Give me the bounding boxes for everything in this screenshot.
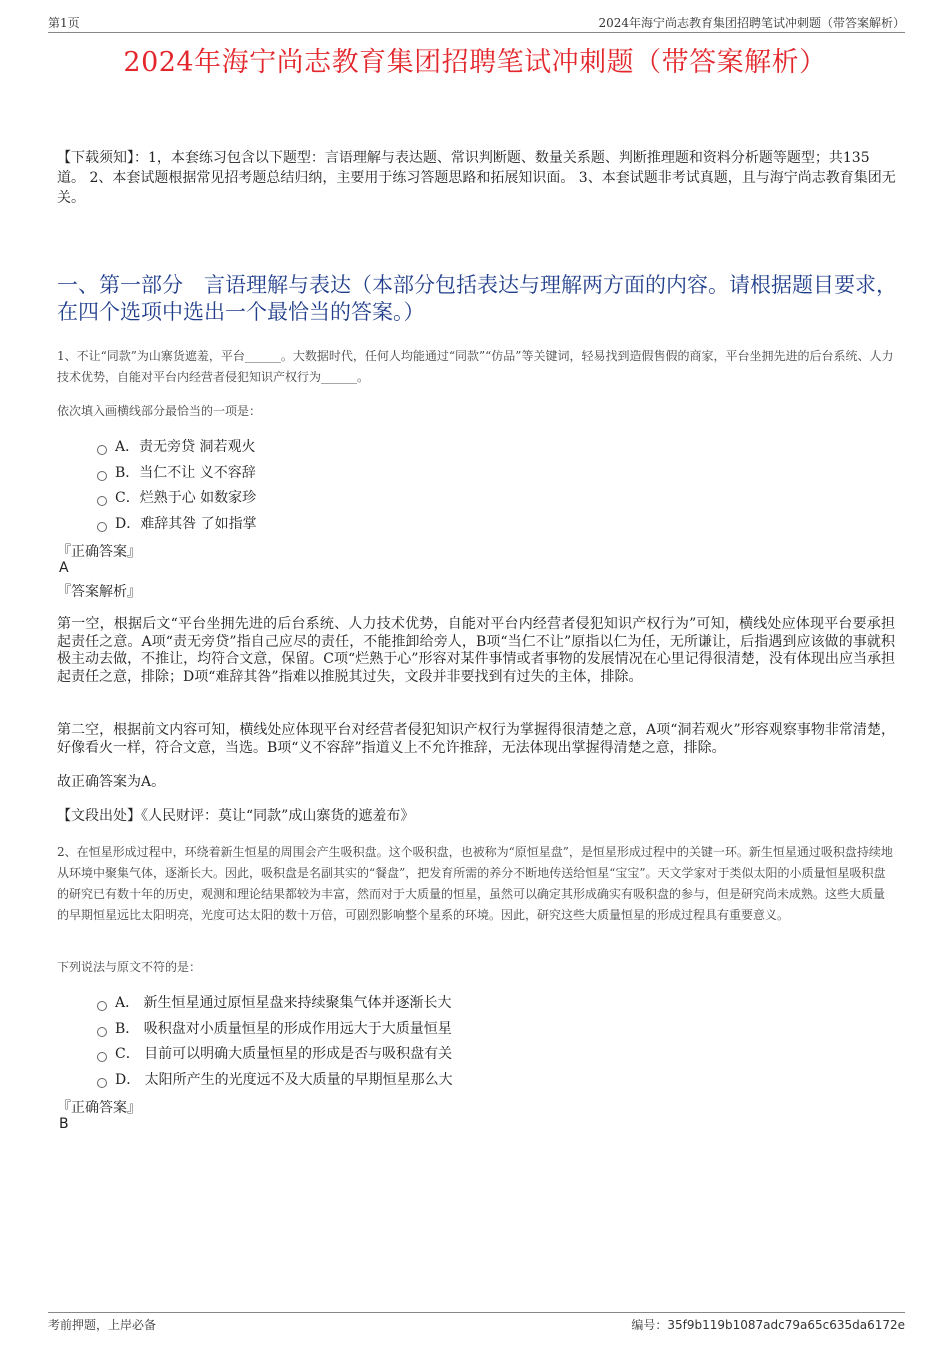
radio-button-icon[interactable] [97, 471, 107, 481]
option-text: A．责无旁贷 洞若观火 [115, 439, 256, 455]
footer-code-block [631, 1316, 905, 1333]
radio-button-icon[interactable] [97, 496, 107, 506]
download-notice: 【下载须知】：1，本套练习包含以下题型：言语理解与表达题、常识判断题、数量关系题、判断推理题和资料分析题等题型；共135道。 2、本套试题根据常见招考题总结归纳，主要用于练习答题思路和拓展知识面。 3、本套试题非考试真题，且与海宁尚志教育集团无关。 [57, 150, 896, 206]
header-doc-title: 2024年海宁尚志教育集团招聘笔试冲刺题（带答案解析） [598, 16, 905, 30]
question-2-answer-label: 『正确答案』 [57, 1100, 141, 1116]
question-1-source: 【文段出处】《人民财评：莫让“同款”成山寨货的遮羞布》 [57, 808, 415, 824]
radio-button-icon[interactable] [97, 1078, 107, 1088]
section-heading: 一、第一部分 言语理解与表达（本部分包括表达与理解两方面的内容。请根据题目要求，在四个选项中选出一个最恰当的答案。） [57, 273, 897, 324]
radio-button-icon[interactable] [97, 1052, 107, 1062]
question-1-stem: 1、不让“同款”为山寨货遮羞，平台______。大数据时代，任何人均能通过“同款”“仿品”等关键词，轻易找到造假售假的商家，平台坐拥先进的后台系统、人力技术优势，自能对平台内经营者侵犯知识产权行为______。 [57, 349, 894, 384]
question-1-analysis-para-1: 第一空，根据后文“平台坐拥先进的后台系统、人力技术优势，自能对平台内经营者侵犯知识产权行为”可知，横线处应体现平台要承担起责任之意。A项“责无旁贷”指自己应尽的责任，不能推卸给旁人，B项“当仁不让”原指以仁为任，无所谦让，后指遇到应该做的事就积极主动去做，不推让，均符合文意，保留。C项“烂熟于心”形容对某件事情或者事物的发展情况在心里记得很清楚，没有体现出应当承担起责任之意，排除；D项“难辞其咎”指难以推脱其过失，文段并非要找到有过失的主体，排除。 [57, 616, 895, 685]
radio-button-icon[interactable] [97, 522, 107, 532]
document-title: 2024年海宁尚志教育集团招聘笔试冲刺题（带答案解析） [123, 47, 827, 78]
radio-button-icon[interactable] [97, 1027, 107, 1037]
question-1-conclusion: 故正确答案为A。 [57, 774, 166, 790]
question-1-analysis-para-2: 第二空，根据前文内容可知，横线处应体现平台对经营者侵犯知识产权行为掌握得很清楚之意，A项“洞若观火”形容观察事物非常清楚，好像看火一样，符合文意，当选。B项“义不容辞”指道义上不允许推辞，无法体现出掌握得清楚之意，排除。 [57, 722, 895, 756]
question-1-prompt: 依次填入画横线部分最恰当的一项是： [57, 404, 262, 418]
radio-button-icon[interactable] [97, 445, 107, 455]
question-2-prompt: 下列说法与原文不符的是： [57, 960, 202, 974]
option-text: D． 太阳所产生的光度远不及大质量的早期恒星那么大 [115, 1071, 453, 1088]
question-2-answer: B [59, 1116, 69, 1132]
question-1-answer: A [59, 560, 69, 576]
page-header [48, 12, 905, 33]
question-1-answer-label: 『正确答案』 [57, 544, 141, 560]
option-text: B． 吸积盘对小质量恒星的形成作用远大于大质量恒星 [115, 1020, 452, 1037]
footer-code: 35f9b119b1087adc79a65c635da6172e [667, 1318, 905, 1332]
page-number: 第1页 [48, 16, 80, 30]
option-text: B．当仁不让 义不容辞 [115, 464, 256, 481]
option-text: D．难辞其咎 了如指掌 [115, 515, 257, 532]
question-1-analysis-label: 『答案解析』 [57, 584, 141, 600]
option-text: C． 目前可以明确大质量恒星的形成是否与吸积盘有关 [115, 1046, 453, 1062]
question-2-stem: 2、在恒星形成过程中，环绕着新生恒星的周围会产生吸积盘。这个吸积盘，也被称为“原恒星盘”，是恒星形成过程中的关键一环。新生恒星通过吸积盘持续地从环境中聚集气体，逐渐长大。因此，吸积盘是名副其实的“餐盘”，把发育所需的养分不断地传送给恒星“宝宝”。天文学家对于类似太阳的小质量恒星吸积盘的研究已有数十年的历史，观测和理论结果都较为丰富，然而对于大质量的恒星，虽然可以确定其形成确实有吸积盘的参与，但是研究尚未成熟。这些大质量的早期恒星远比太阳明亮，光度可达太阳的数十万倍，可剧烈影响整个星系的环境。因此，研究这些大质量恒星的形成过程具有重要意义。 [57, 845, 893, 922]
page-footer [48, 1312, 905, 1333]
footer-code-label: 编号： [631, 1318, 668, 1332]
option-text: C．烂熟于心 如数家珍 [115, 490, 257, 506]
radio-button-icon[interactable] [97, 1001, 107, 1011]
footer-slogan: 考前押题，上岸必备 [48, 1318, 157, 1332]
option-text: A． 新生恒星通过原恒星盘来持续聚集气体并逐渐长大 [115, 995, 452, 1011]
